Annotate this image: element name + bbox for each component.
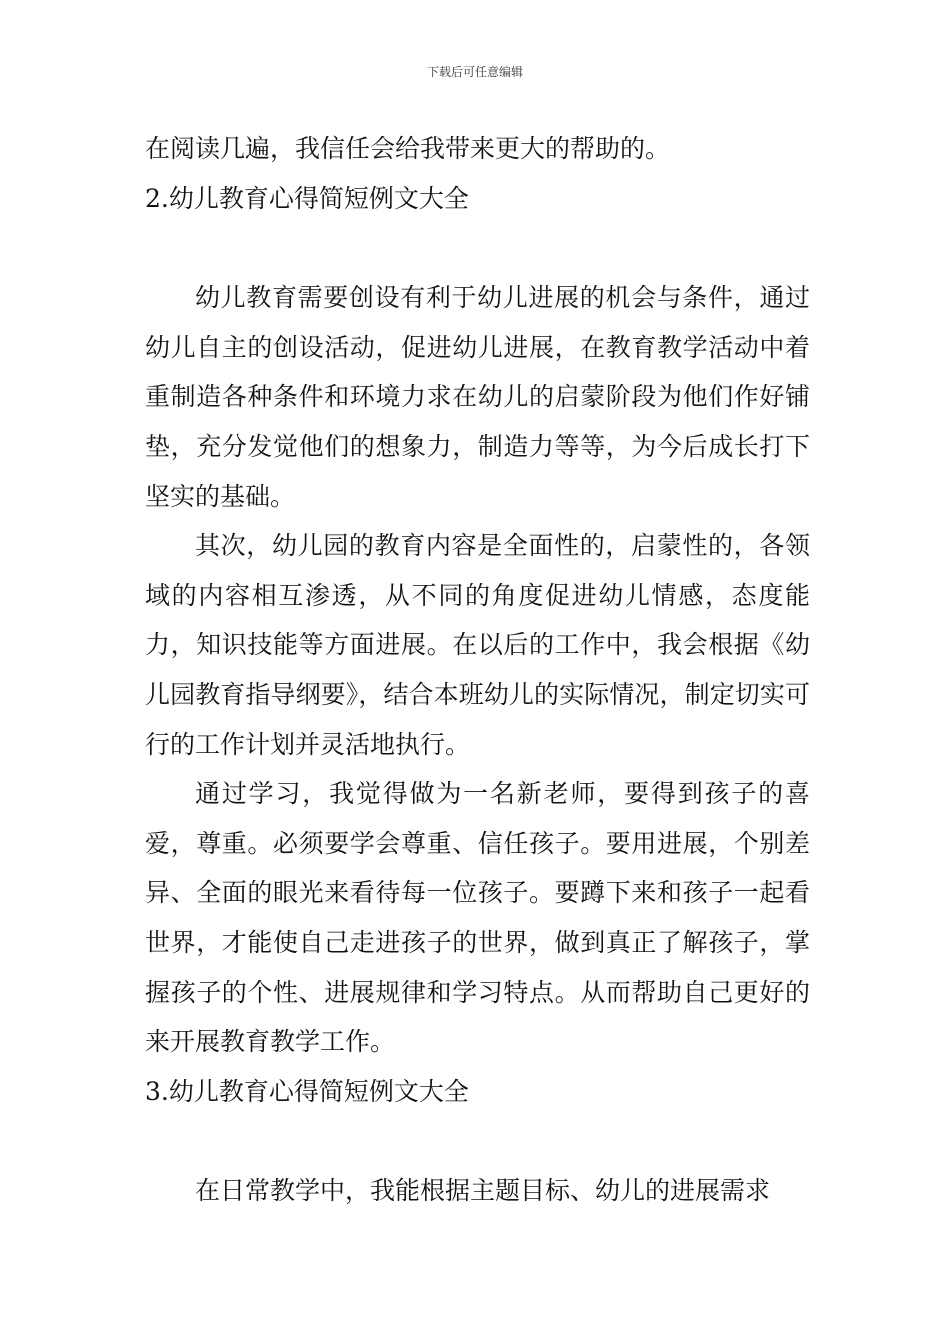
section-2-paragraph-3: 通过学习，我觉得做为一名新老师，要得到孩子的喜爱，尊重。必须要学会尊重、信任孩子。要用进展，个别差异、全面的眼光来看待每一位孩子。要蹲下来和孩子一起看世界，才能使自己走进孩子的世界，做到真正了解孩子，掌握孩子的个性、进展规律和学习特点。从而帮助自己更好的来开展教育教学工作。 <box>145 779 810 1057</box>
section-2-paragraph-1: 幼儿教育需要创设有利于幼儿进展的机会与条件，通过幼儿自主的创设活动，促进幼儿进展，在教育教学活动中着重制造各种条件和环境力求在幼儿的启蒙阶段为他们作好铺垫，充分发觉他们的想象力，制造力等等，为今后成长打下坚实的基础。 <box>145 283 810 511</box>
section-2-paragraph-2: 其次，幼儿园的教育内容是全面性的，启蒙性的，各领域的内容相互渗透，从不同的角度促进幼儿情感，态度能力，知识技能等方面进展。在以后的工作中，我会根据《幼儿园教育指导纲要》，结合本班幼儿的实际情况，制定切实可行的工作计划并灵活地执行。 <box>145 531 810 759</box>
section-3-title: 3.幼儿教育心得简短例文大全 <box>145 1076 469 1106</box>
section-spacer <box>145 223 810 273</box>
section-2-title: 2.幼儿教育心得简短例文大全 <box>145 183 469 213</box>
page-header: 下载后可任意编辑 <box>426 65 523 79</box>
section-spacer <box>145 1116 810 1166</box>
continuation-line: 在阅读几遍，我信任会给我带来更大的帮助的。 <box>145 134 671 163</box>
section-3-paragraph-1: 在日常教学中，我能根据主题目标、幼儿的进展需求 <box>195 1176 771 1206</box>
document-body <box>145 124 810 1216</box>
